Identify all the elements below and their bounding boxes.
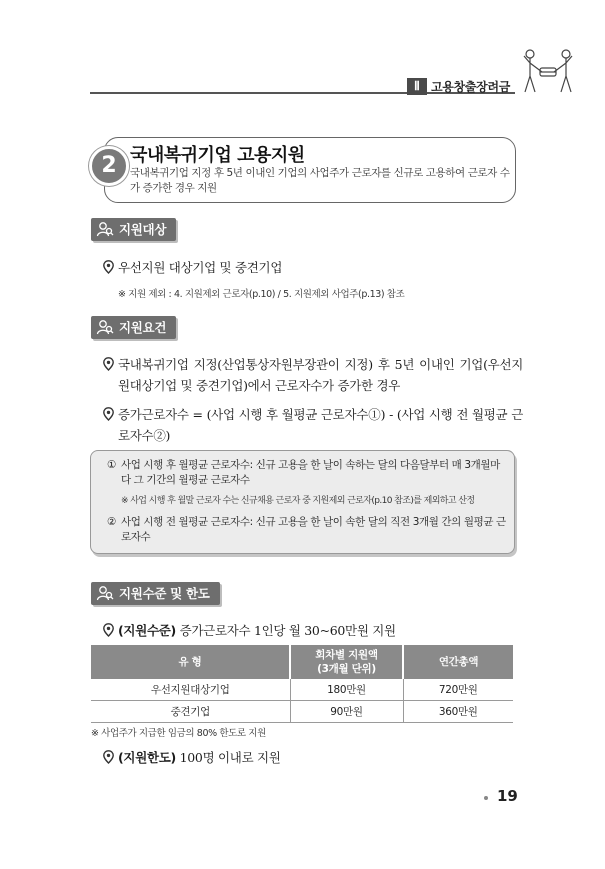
table-note: ※ 사업주가 지급한 임금의 80% 한도로 지원 <box>91 728 266 739</box>
target-note: ※ 지원 제외 : 4. 지원제외 근로자(p.10) / 5. 지원제외 사업주(p.13) 참조 <box>118 289 405 300</box>
location-pin-icon <box>103 407 114 421</box>
table-row: 중견기업 90만원 360만원 <box>91 701 513 723</box>
location-pin-icon <box>103 750 114 764</box>
tag-label: 지원수준 및 한도 <box>119 586 210 601</box>
page-number-dot <box>484 796 488 800</box>
bullet-requirement-2: 증가근로자수 = (사업 시행 후 월평균 근로자수①) - (사업 시행 전 월평균 근로자수②) <box>103 404 523 446</box>
definition-item-1: ① 사업 시행 후 월평균 근로자수: 신규 고용을 한 날이 속하는 달의 다음달부터 매 3개월마다 그 기간의 월평균 근로자수 <box>107 459 500 486</box>
definition-item-2: ② 사업 시행 전 월평균 근로자수: 신규 고용을 한 날이 속한 달의 직전 3개월 간의 월평균 근로자수 <box>107 516 506 543</box>
tag-support-target <box>91 218 176 241</box>
support-amount-table <box>91 645 513 723</box>
person-search-icon <box>96 221 114 238</box>
section-number-badge: 2 <box>89 146 129 186</box>
people-handshake-illustration <box>520 46 576 98</box>
bullet-target: 우선지원 대상기업 및 중견기업 <box>103 257 523 278</box>
bullet-support-limit: (지원한도) 100명 이내로 지원 <box>103 747 523 768</box>
section-description: 국내복귀기업 지정 후 5년 이내인 기업의 사업주가 근로자를 신규로 고용하여 근로자 수가 증가한 경우 지원 <box>130 167 510 194</box>
location-pin-icon <box>103 623 114 637</box>
person-search-icon <box>96 585 114 602</box>
location-pin-icon <box>103 357 114 371</box>
table-row: 우선지원대상기업 180만원 720만원 <box>91 679 513 701</box>
tag-label: 지원대상 <box>119 222 167 237</box>
section-title: 국내복귀기업 고용지원 <box>130 145 305 166</box>
tag-support-requirements <box>91 316 176 339</box>
bullet-requirement-1: 국내복귀기업 지정(산업통상자원부장관이 지정) 후 5년 이내인 기업(우선지원대상기업 및 중견기업)에서 근로자수가 증가한 경우 <box>103 354 523 396</box>
page-number: 19 <box>497 787 518 805</box>
bullet-support-level: (지원수준) 증가근로자수 1인당 월 30~60만원 지원 <box>103 620 523 641</box>
table-header-type: 유 형 <box>91 645 290 679</box>
definition-item-1-note: ※ 사업 시행 후 월말 근로자 수는 신규채용 근로자 중 지원제외 근로자(p.10 참조)를 제외하고 산정 <box>121 496 475 506</box>
chapter-badge: Ⅱ <box>407 78 427 95</box>
location-pin-icon <box>103 260 114 274</box>
chapter-title: 고용창출장려금 <box>431 80 511 94</box>
table-header-per-round: 회차별 지원액 (3개월 단위) <box>290 645 403 679</box>
tag-label: 지원요건 <box>119 320 167 335</box>
tag-support-level <box>91 582 220 605</box>
table-header-annual: 연간총액 <box>403 645 513 679</box>
person-search-icon <box>96 319 114 336</box>
